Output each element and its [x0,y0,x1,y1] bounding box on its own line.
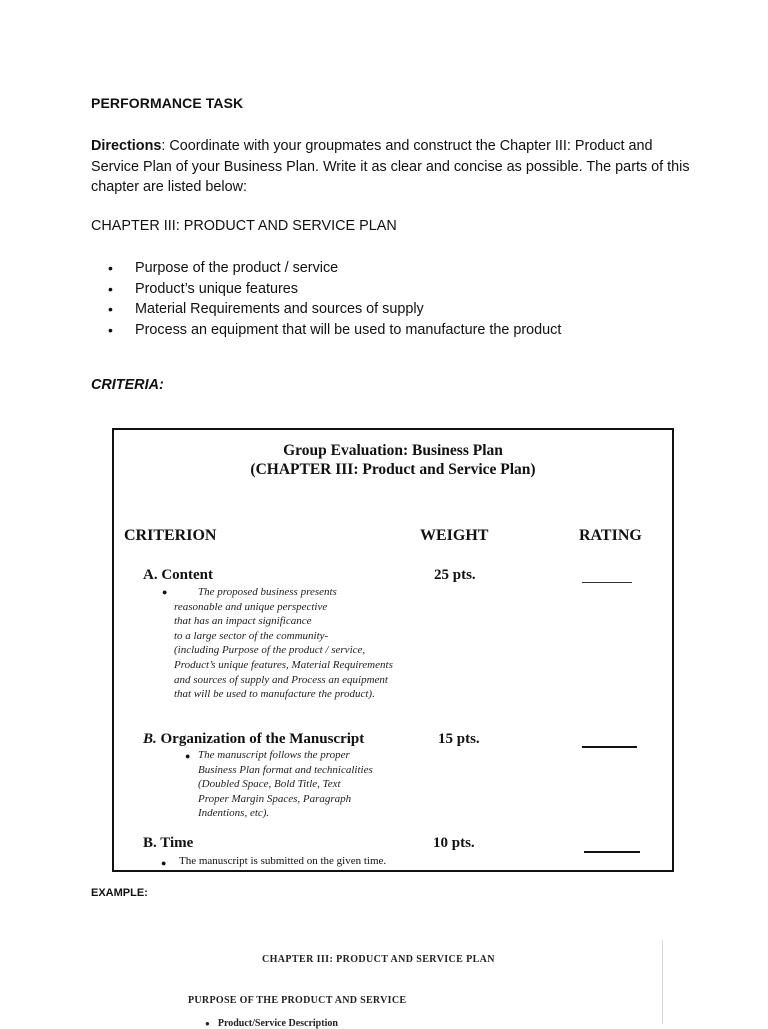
bullet-icon: ● [162,587,168,597]
bullet-icon: ● [185,751,191,761]
criterion-header: CRITERION [124,527,217,544]
directions-label: Directions [91,138,162,154]
example-title: CHAPTER III: PRODUCT AND SERVICE PLAN [262,954,495,965]
criterion-time-description: The manuscript is submitted on the given time. [179,855,387,867]
criterion-organization-description: The manuscript follows the proper Business Plan format and technicalities (Doubled Space, Bold Title, Text Proper Margin Spaces, Paragraph Indentions, etc). [198,749,373,820]
example-document-image [150,940,663,1029]
criterion-time-points: 10 pts. [433,835,475,851]
chapter-parts-list [108,258,561,341]
weight-header: WEIGHT [420,527,489,544]
directions-text: Coordinate with your groupmates and construct the Chapter III: Product and Service Plan of your Business Plan. Write it as clear and concise as possible. The parts of this chapter are listed below: [91,138,690,195]
example-cut-line: ● Product/Service Description [205,1018,338,1029]
criterion-time-name: B. Time [143,835,194,851]
list-item: • Material Requirements and sources of supply [108,299,561,320]
chapter-heading: CHAPTER III: PRODUCT AND SERVICE PLAN [91,218,397,234]
criterion-content-description: The proposed business presents reasonable and unique perspective that has an impact significance to a large sector of the community- (including Purpose of the product / service, Product’s unique features, Material Requirements and sources of supply and Process an equipment that will be used to manufacture the product). [174,586,393,701]
criteria-label: CRITERIA: [91,377,164,393]
list-item: • Process an equipment that will be used to manufacture the product [108,320,561,341]
bullet-icon: ● [161,858,167,868]
task-title: PERFORMANCE TASK [91,95,244,111]
list-item: • Purpose of the product / service [108,258,561,279]
rating-blank [582,746,637,748]
example-label: EXAMPLE: [91,887,148,899]
rubric-title: Group Evaluation: Business Plan [283,442,503,459]
list-item: • Product’s unique features [108,279,561,300]
rating-header: RATING [579,527,642,544]
directions-paragraph [91,136,691,198]
criterion-content-name: A. Content [143,567,214,583]
directions-colon: : [161,138,166,154]
rubric-subtitle: (CHAPTER III: Product and Service Plan) [250,461,536,478]
rating-blank [582,582,632,583]
criterion-organization-name: B. Organization of the Manuscript [143,731,365,747]
criterion-content-points: 25 pts. [434,567,476,583]
rating-blank [584,851,640,853]
example-subheading: PURPOSE OF THE PRODUCT AND SERVICE [188,995,407,1006]
rubric-image [112,428,674,872]
criterion-organization-points: 15 pts. [438,731,480,747]
